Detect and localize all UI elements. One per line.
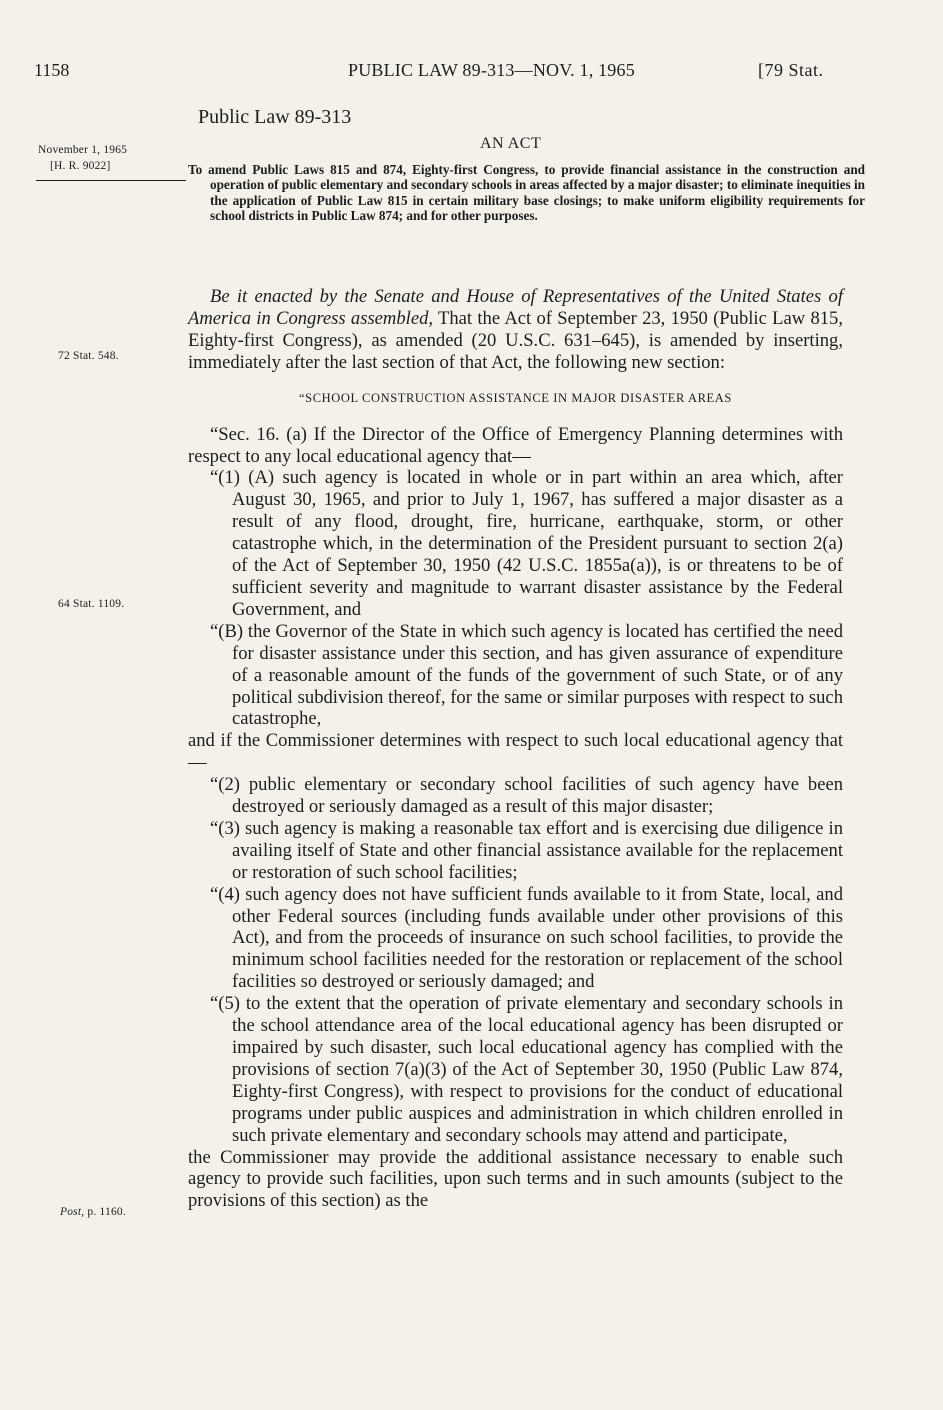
page-number: 1158	[34, 60, 70, 80]
clause-4: “(4) such agency does not have sufficient funds available to it from State, local, and other Federal sources (including funds available under other provisions of this Act), and from the proceeds of insurance on such school facilities, to provide the minimum school facilities needed for the restoration or replacement of the school facilities so destroyed or seriously damaged; and	[210, 883, 843, 993]
margin-post-page: p. 1160.	[87, 1206, 126, 1218]
act-body	[188, 286, 843, 1212]
closing-paragraph: the Commissioner may provide the additional assistance necessary to enable such agency to provide such facilities, upon such terms and in such amounts (subject to the provisions of this section) as the	[188, 1146, 843, 1212]
clause-2: “(2) public elementary or secondary school facilities of such agency have been destroyed or seriously damaged as a result of this major disaster;	[210, 774, 843, 818]
law-title: Public Law 89-313	[198, 106, 352, 128]
commissioner-determination: and if the Commissioner determines with respect to such local educational agency that—	[188, 730, 843, 774]
act-purpose: To amend Public Laws 815 and 874, Eighty-first Congress, to provide financial assistance in the construction and operation of public elementary and secondary schools in areas affected by a major disaster; to eliminate inequities in the application of Public Law 815 in certain military base closings; to make uniform eligibility requirements for school districts in Public Law 874; and for other purposes.	[188, 162, 865, 223]
margin-bill-number: [H. R. 9022]	[50, 160, 111, 172]
margin-date: November 1, 1965	[38, 144, 128, 156]
enacting-formula: Be it enacted by the Senate and House of Representatives of the United States of America in Congress assembled,	[188, 286, 843, 329]
margin-divider	[36, 180, 186, 181]
section-16-intro: “Sec. 16. (a) If the Director of the Office of Emergency Planning determines with respect to any local educational agency that—	[188, 423, 843, 467]
margin-note-72-stat: 72 Stat. 548.	[58, 350, 119, 362]
clause-5: “(5) to the extent that the operation of private elementary and secondary schools in the school attendance area of the local educational agency has been disrupted or impaired by such disaster, such local educational agency has complied with the provisions of section 7(a)(3) of the Act of September 30, 1950 (Public Law 874, Eighty-first Congress), with respect to provisions for the conduct of educational programs under public auspices and administration in which children enrolled in such private elementary and secondary schools may attend and participate,	[210, 993, 843, 1146]
enacting-clause	[188, 286, 843, 374]
section-heading: “SCHOOL CONSTRUCTION ASSISTANCE IN MAJOR DISASTER AREAS	[299, 390, 732, 405]
margin-note-post	[60, 1206, 126, 1218]
clause-3: “(3) such agency is making a reasonable tax effort and is exercising due diligence in availing itself of State and other financial assistance available for the replacement or restoration of such school facilities;	[210, 817, 843, 883]
running-header-stat: [79 Stat.	[758, 60, 824, 80]
enacting-text: That the Act of September 23, 1950 (Public Law 815, Eighty-first Congress), as amended (20 U.S.C. 631–645), is amended by inserting, immediately after the last section of that Act, the following new section:	[188, 307, 844, 373]
act-label: AN ACT	[480, 135, 542, 152]
clause-1b: “(B) the Governor of the State in which such agency is located has certified the need for disaster assistance under this section, and has given assurance of expenditure of a reasonable amount of the funds of the government of such State, or of any political subdivision thereof, for the same or similar purposes with respect to such catastrophe,	[210, 620, 843, 730]
clause-1a: “(1) (A) such agency is located in whole or in part within an area which, after August 30, 1965, and prior to July 1, 1967, has suffered a major disaster as a result of any flood, drought, fire, hurricane, earthquake, storm, or other catastrophe which, in the determination of the President pursuant to section 2(a) of the Act of September 30, 1950 (42 U.S.C. 1855a(a)), is or threatens to be of sufficient severity and magnitude to warrant disaster assistance by the Federal Government, and	[210, 467, 843, 620]
margin-note-64-stat: 64 Stat. 1109.	[58, 598, 125, 610]
running-header-title: PUBLIC LAW 89-313—NOV. 1, 1965	[348, 60, 635, 80]
margin-post-label: Post,	[60, 1206, 85, 1218]
